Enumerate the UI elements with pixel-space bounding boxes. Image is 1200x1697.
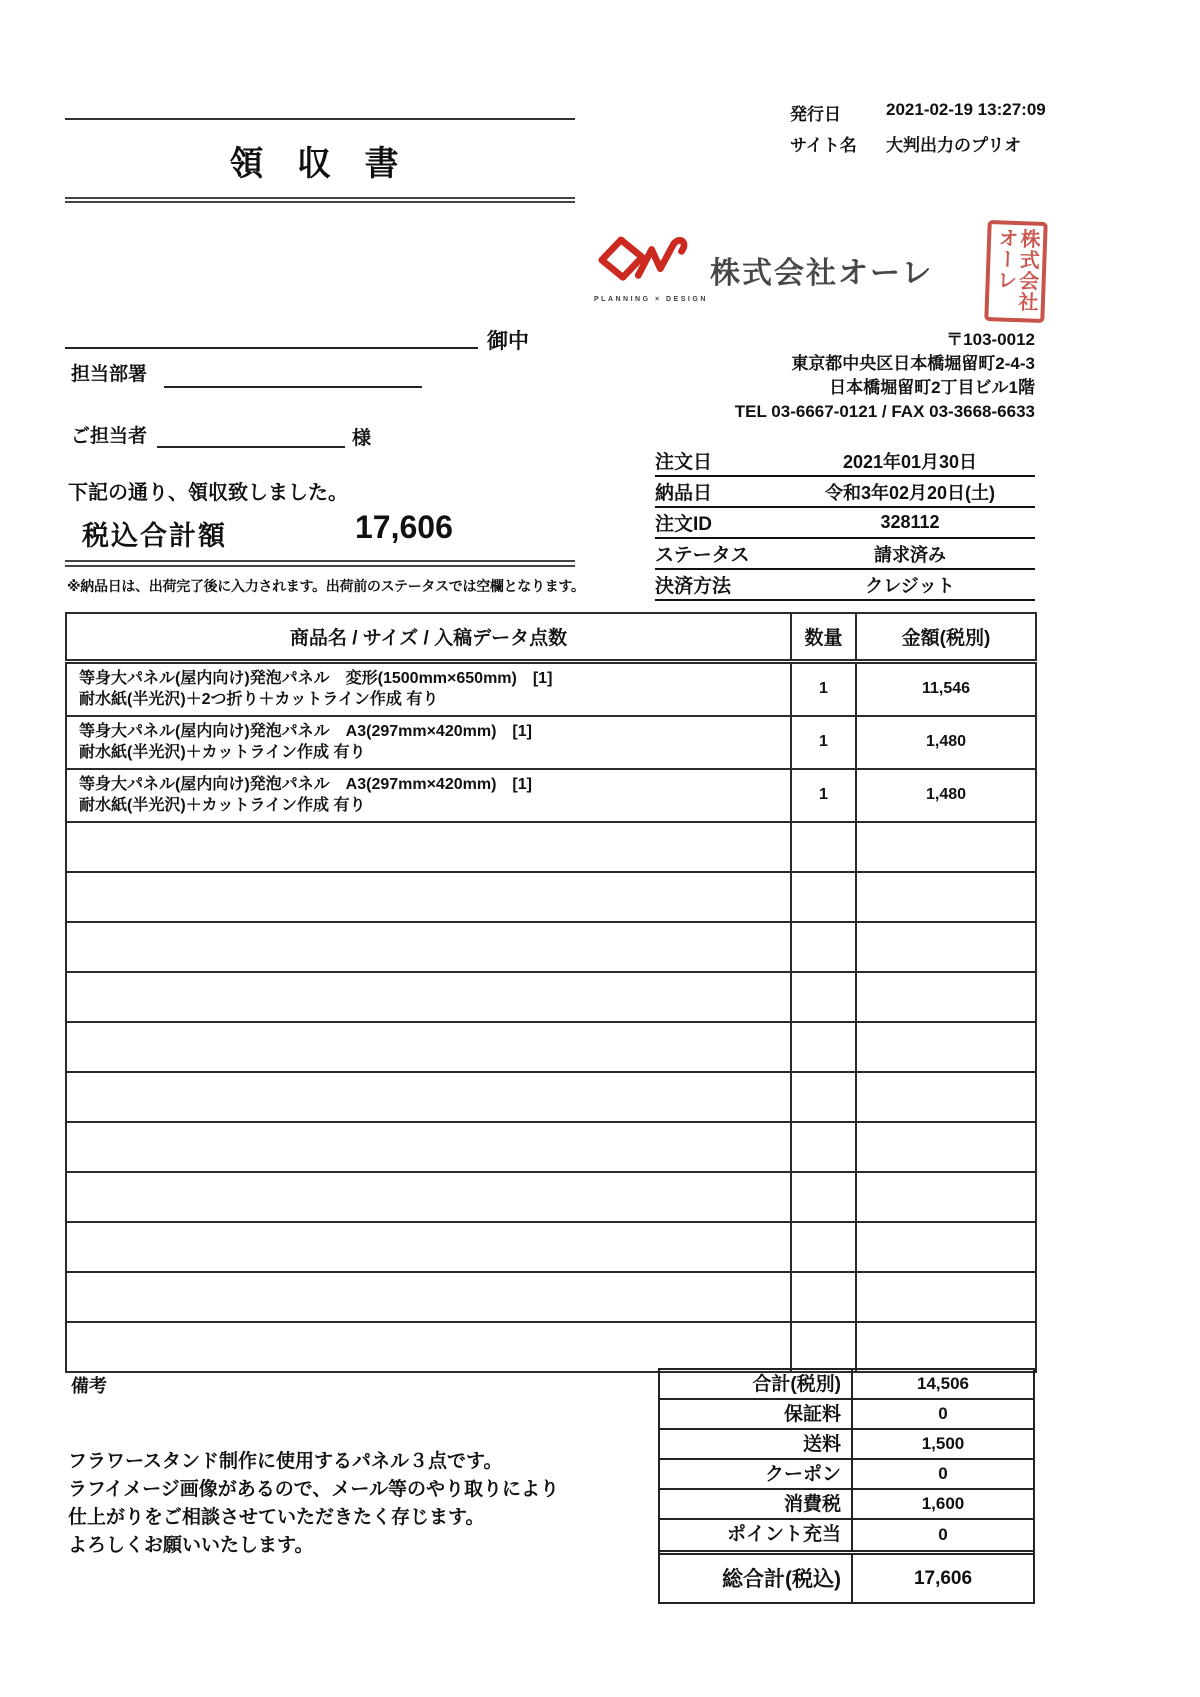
payment-method-value: クレジット [865, 575, 955, 596]
remarks-line: よろしくお願いいたします。 [68, 1535, 314, 1556]
site-name-value: 大判出力のプリオ [886, 136, 1022, 155]
remarks-line: フラワースタンド制作に使用するパネル３点です。 [68, 1451, 503, 1472]
item-amount: 1,480 [856, 716, 1036, 769]
empty-cell [856, 1022, 1036, 1072]
item-name-line1: 等身大パネル(屋内向け)発泡パネル 変形(1500mm×650mm) [1] [79, 669, 553, 687]
onchu-label: 御中 [487, 330, 529, 353]
item-row [66, 769, 1036, 822]
empty-row [66, 1322, 1036, 1372]
empty-cell [66, 1322, 791, 1372]
title-block [65, 118, 575, 203]
empty-cell [856, 1122, 1036, 1172]
delivery-date-value: 令和3年02月20日(土) [824, 482, 996, 503]
empty-row [66, 872, 1036, 922]
warranty-fee-label: 保証料 [660, 1400, 853, 1428]
empty-row [66, 822, 1036, 872]
empty-cell [856, 872, 1036, 922]
addressee-underline [65, 347, 478, 349]
empty-cell [791, 822, 856, 872]
dept-underline [164, 386, 422, 388]
empty-cell [856, 972, 1036, 1022]
order-id-value: 328112 [880, 512, 940, 532]
company-name: 株式会社オーレ [710, 257, 934, 290]
item-name-line2: 耐水紙(半光沢)＋2つ折り＋カットライン作成 有り [79, 691, 439, 709]
payment-method-label: 決済方法 [655, 576, 732, 597]
item-name-line1: 等身大パネル(屋内向け)発泡パネル A3(297mm×420mm) [1] [79, 722, 532, 740]
empty-cell [66, 1072, 791, 1122]
grand-total-label: 総合計(税込) [660, 1555, 853, 1602]
empty-cell [66, 922, 791, 972]
status-label: ステータス [655, 545, 750, 566]
receipt-statement: 下記の通り、領収致しました。 [68, 482, 348, 504]
issue-date-row [790, 100, 1046, 125]
sama-label: 様 [352, 428, 372, 449]
tax-value: 1,600 [921, 1494, 965, 1513]
item-name [66, 769, 791, 822]
empty-row [66, 1122, 1036, 1172]
grand-total-row [660, 1550, 1033, 1602]
page-title: 領 収 書 [229, 145, 411, 183]
title-divider [65, 197, 575, 203]
postal-code: 〒103-0012 [946, 330, 1035, 349]
empty-cell [856, 1272, 1036, 1322]
empty-cell [66, 1172, 791, 1222]
empty-cell [791, 1322, 856, 1372]
empty-row [66, 1272, 1036, 1322]
empty-cell [791, 1272, 856, 1322]
item-name [66, 661, 791, 716]
empty-cell [66, 972, 791, 1022]
grand-total-value: 17,606 [913, 1567, 973, 1589]
shipping-value: 1,500 [921, 1434, 965, 1453]
empty-cell [66, 1122, 791, 1172]
remarks-text [68, 1448, 559, 1560]
warranty-fee-value: 0 [938, 1404, 948, 1423]
item-qty: 1 [791, 661, 856, 716]
item-row [66, 716, 1036, 769]
order-info-row [655, 539, 1035, 570]
order-info-row [655, 446, 1035, 477]
item-qty: 1 [791, 769, 856, 822]
empty-cell [791, 1172, 856, 1222]
item-qty: 1 [791, 716, 856, 769]
item-name-line1: 等身大パネル(屋内向け)発泡パネル A3(297mm×420mm) [1] [79, 775, 532, 793]
points-value: 0 [938, 1525, 948, 1544]
empty-cell [791, 922, 856, 972]
remarks-label: 備考 [71, 1376, 107, 1396]
empty-row [66, 1072, 1036, 1122]
item-name-line2: 耐水紙(半光沢)＋カットライン作成 有り [79, 744, 366, 762]
site-name-label: サイト名 [790, 136, 857, 155]
items-table [65, 612, 1037, 1373]
site-name-row [790, 131, 1046, 156]
empty-cell [856, 1222, 1036, 1272]
shipping-label: 送料 [660, 1430, 853, 1458]
points-label: ポイント充当 [660, 1520, 853, 1550]
empty-cell [856, 922, 1036, 972]
empty-cell [791, 1122, 856, 1172]
company-address [560, 328, 1035, 424]
item-amount: 1,480 [856, 769, 1036, 822]
order-info-row [655, 570, 1035, 601]
total-label: 税込合計額 [82, 521, 227, 551]
empty-row [66, 972, 1036, 1022]
empty-cell [791, 872, 856, 922]
empty-row [66, 1022, 1036, 1072]
totals-row [660, 1490, 1033, 1520]
address-line-2: 日本橋堀留町2丁目ビル1階 [829, 378, 1035, 397]
company-logo-icon [596, 233, 692, 289]
delivery-date-label: 納品日 [655, 483, 713, 504]
empty-row [66, 1172, 1036, 1222]
seal-text-right: 株式会社 [1014, 228, 1040, 313]
subtotal-value: 14,506 [917, 1374, 969, 1393]
totals-row [660, 1370, 1033, 1400]
empty-cell [791, 1022, 856, 1072]
dept-label: 担当部署 [71, 364, 148, 385]
delivery-note: ※納品日は、出荷完了後に入力されます。出荷前のステータスでは空欄となります。 [67, 578, 585, 594]
order-info-row [655, 508, 1035, 539]
item-name [66, 716, 791, 769]
item-name-line2: 耐水紙(半光沢)＋カットライン作成 有り [79, 797, 366, 815]
items-header-product: 商品名 / サイズ / 入稿データ点数 [66, 613, 791, 661]
tel-fax: TEL 03-6667-0121 / FAX 03-3668-6633 [734, 402, 1035, 421]
coupon-label: クーポン [660, 1460, 853, 1488]
empty-cell [856, 1322, 1036, 1372]
empty-cell [66, 1272, 791, 1322]
person-label: ご担当者 [71, 426, 148, 447]
tax-label: 消費税 [660, 1490, 853, 1518]
remarks-line: ラフイメージ画像があるので、メール等のやり取りにより [68, 1479, 559, 1500]
empty-cell [856, 1172, 1036, 1222]
empty-row [66, 922, 1036, 972]
subtotal-label: 合計(税別) [660, 1370, 853, 1398]
issue-date-value: 2021-02-19 13:27:09 [886, 100, 1046, 119]
empty-cell [791, 1222, 856, 1272]
order-info-row [655, 477, 1035, 508]
empty-cell [791, 972, 856, 1022]
remarks-line: 仕上がりをご相談させていただきたく存じます。 [68, 1507, 485, 1528]
empty-cell [856, 822, 1036, 872]
status-value: 請求済み [874, 544, 946, 565]
company-seal-icon [984, 220, 1047, 323]
empty-cell [66, 1022, 791, 1072]
order-id-label: 注文ID [655, 514, 713, 535]
company-logo [594, 233, 708, 303]
totals-table [658, 1368, 1035, 1604]
item-row [66, 661, 1036, 716]
header-meta [790, 100, 1046, 162]
items-header-amount: 金額(税別) [856, 613, 1036, 661]
order-info-table [655, 446, 1035, 601]
total-value: 17,606 [355, 509, 453, 545]
totals-row [660, 1520, 1033, 1550]
total-divider [65, 560, 575, 567]
coupon-value: 0 [938, 1464, 948, 1483]
person-underline [157, 446, 345, 448]
issue-date-label: 発行日 [790, 105, 841, 124]
item-amount: 11,546 [856, 661, 1036, 716]
logo-caption: PLANNING × DESIGN [594, 296, 708, 303]
empty-cell [791, 1072, 856, 1122]
address-line-1: 東京都中央区日本橋堀留町2-4-3 [791, 354, 1035, 373]
empty-row [66, 1222, 1036, 1272]
totals-row [660, 1460, 1033, 1490]
empty-cell [856, 1072, 1036, 1122]
order-date-value: 2021年01月30日 [842, 451, 978, 472]
totals-row [660, 1400, 1033, 1430]
items-header-qty: 数量 [791, 613, 856, 661]
empty-cell [66, 872, 791, 922]
items-header-row [66, 613, 1036, 661]
seal-text-left: オーレ [993, 227, 1018, 291]
order-date-label: 注文日 [655, 452, 713, 473]
empty-cell [66, 822, 791, 872]
empty-cell [66, 1222, 791, 1272]
totals-row [660, 1430, 1033, 1460]
